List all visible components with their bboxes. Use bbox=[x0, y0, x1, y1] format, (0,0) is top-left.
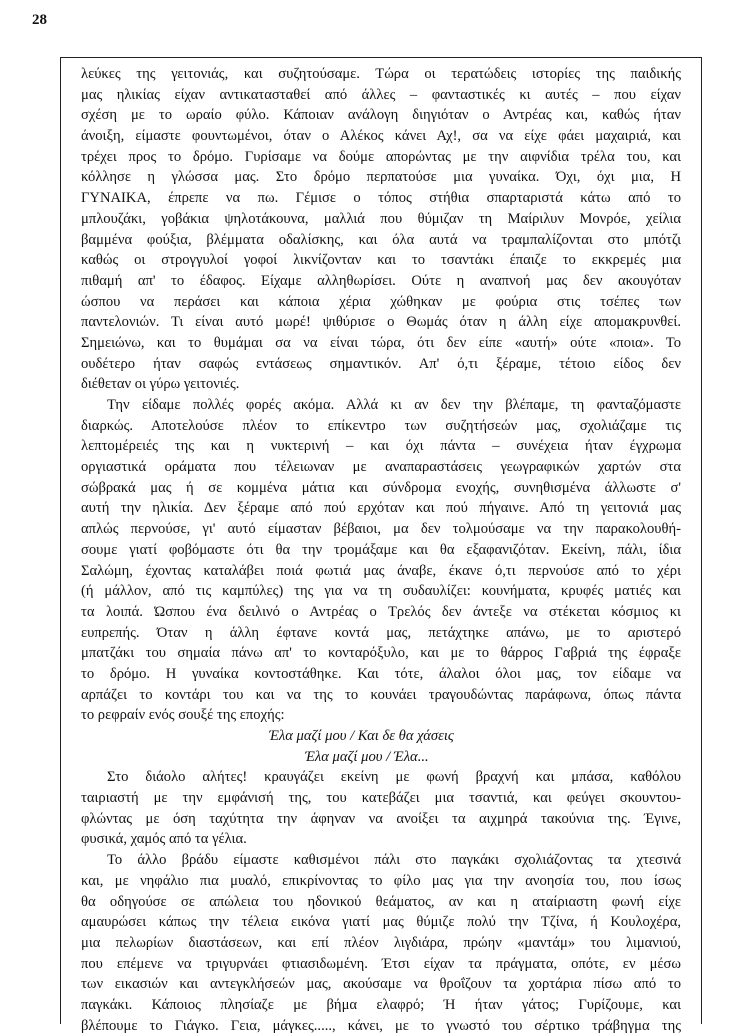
page-number: 28 bbox=[32, 12, 47, 28]
text-line: αυτή την ηλικία. Δεν ξέραμε από πού ερχόταν και πού πήγαινε. Από τη γειτονιά μας bbox=[81, 500, 681, 517]
text-line: μπλουζάκι, γοβάκια ψηλοτάκουνα, μαλλιά που θύμιζαν τη Μαίριλυν Μονρόε, χείλια bbox=[81, 210, 681, 227]
text-line: Στο διάολο αλήτες! κραυγάζει εκείνη με φωνή βραχνή και μπάσα, καθόλου bbox=[107, 769, 681, 786]
text-line: οργιαστικά οράματα που τέλειωναν με αναπαραστάσεις γεωγραφικών χαρτών στα bbox=[81, 459, 681, 476]
text-line: κόλλησε η γλώσσα μας. Στο δρόμο περπατούσε μια γυναίκα. Όχι, όχι μια, Η bbox=[81, 169, 681, 186]
text-line: αμαυρώσει κάπως την τέλεια εικόνα γιατί μας θύμιζε πολύ την Τζίνα, ή Κουλοχέρα, bbox=[81, 914, 681, 931]
text-line: Σαλώμη, έχοντας καταλάβει ποιά φωτιά μας άναβε, έκανε ό,τι περνούσε από το χέρι bbox=[81, 562, 681, 579]
text-line: σχέση με το ωραίο φύλο. Κάποιαν ανάλογη διηγιόταν ο Αντρέας και, καθώς ήταν bbox=[81, 107, 681, 124]
text-line: μια πελωρίων διαστάσεων, και επί πλέον λιγδιάρα, πρώην «μαντάμ» του λιμανιού, bbox=[81, 934, 681, 951]
text-line: σώβρακά μας ή σε κομμένα μάτια και σύνδρομα ενοχής, συνηθισμένα άλλωστε σ' bbox=[81, 479, 681, 496]
text-line: (ή μάλλον, από τις καμπύλες) της για να τη συδαυλίζει: κουνήματα, κρυφές ματιές και bbox=[81, 583, 681, 600]
text-line: τρέχει προς το δρόμο. Γυρίσαμε να δούμε απορώντας με την αιφνίδια τρέλα του, και bbox=[81, 148, 681, 165]
text-line: των εικασιών και αντεγκλήσεών μας, ακούσαμε να θροΐζουν τα χορτάρια πίσω από το bbox=[81, 976, 681, 993]
text-line: φλώντας με όση ταχύτητα την άφηναν να ανοίξει τα αιχμηρά τακούνια της. Έγινε, bbox=[81, 810, 681, 827]
text-line: μας ηλικίας είχαν αντικατασταθεί από άλλες – φανταστικές κι αυτές – που είχαν bbox=[81, 86, 681, 103]
text-line: λεύκες της γειτονιάς, και συζητούσαμε. Τώρα οι τερατώδεις ιστορίες της παιδικής bbox=[81, 66, 681, 82]
text-line: σουμε γιατί φοβόμαστε ότι θα την τρομάξαμε και θα εξαφανιζόταν. Εκείνη, πάλι, ίδια bbox=[81, 541, 681, 558]
text-line: ώσπου να περάσει και κάποια χέρια χώθηκαν με φούρια στις τσέπες των bbox=[81, 293, 681, 310]
text-line: πιθαμή απ' το έδαφος. Είχαμε αλληθωρίσει. Ούτε η αναπνοή μας δεν ακουγόταν bbox=[81, 272, 681, 289]
text-line: που επέμενε να τριγυρνάει φτιασιδωμένη. Έτσι είχαν τα πράγματα, οπότε, εν μέσω bbox=[81, 955, 681, 972]
text-line: τα λοιπά. Ώσπου ένα δειλινό ο Αντρέας ο Τρελός δεν άντεξε να στέκεται κόσμιος κι bbox=[81, 603, 681, 620]
text-line: Σημειώνω, και το θυμάμαι σα να είναι τώρα, ότι δεν είπε «αυτή» ούτε «ποια». Το bbox=[81, 334, 681, 351]
text-line: ευπρεπής. Όταν η άλλη έφτανε κοντά μας, πετάχτηκε απάνω, με το αριστερό bbox=[81, 624, 681, 641]
text-line: αρπάζει το κοντάρι του και να της το κουνάει τραγουδώντας παράφωνα, όπως πάντα bbox=[81, 686, 681, 703]
text-line: λεπτομέρειές της και η νυκτερινή – και όχι πάντα – συνέχεια ήταν έγχρωμα bbox=[81, 438, 681, 455]
text-line: βαμμένα φούξια, βλέμματα οδαλίσκης, και όλα αυτά να τραμπαλίζονται στο μπότζι bbox=[81, 231, 681, 248]
document-body bbox=[81, 64, 681, 1036]
text-line: μπατζάκι του σημαία πάνω απ' το κονταρόξυλο, και με το θάρρος Γαβριά της έφραξε bbox=[81, 645, 681, 662]
text-line: διέθεταν οι γύρω γειτονιές. bbox=[81, 376, 240, 393]
text-line: και, με νηφάλιο πια μυαλό, επικρίνοντας το φίλο μας για την ανοησία του, που ίσως bbox=[81, 872, 681, 889]
text-line: παγκάκι. Κάποιος πλησίαζε με βήμα ελαφρό; Ή ήταν γάτος; Γυρίζουμε, και bbox=[81, 996, 681, 1013]
text-line: ταιριαστή με την εμφάνισή της, του κατεβάζει μια τσαντιά, και φεύγει σκουντου- bbox=[81, 790, 681, 807]
text-line: απλώς περνούσε, γι' αυτό είμασταν βέβαιοι, μα δεν τολμούσαμε να την παρακολουθή- bbox=[81, 521, 681, 538]
verse-line: Έλα μαζί μου / Και δε θα χάσεις bbox=[269, 728, 454, 744]
text-line: ουδέτερο ήταν σαφώς εντάσεως σημαντικόν. Απ' ό,τι ξέραμε, τέτοιο είδος δεν bbox=[81, 355, 681, 372]
text-line: διαρκώς. Αποτελούσε πλέον το επίκεντρο των συζητήσεών μας, σχολιάζαμε τις bbox=[81, 417, 681, 434]
text-line: ΓΥΝΑΙΚΑ, έπρεπε να πω. Γέμισε ο τόπος στήθια σπαρταριστά κάτω από το bbox=[81, 190, 681, 207]
text-line: καθώς οι στρογγυλοί γοφοί λικνίζονταν και το τσαντάκι έπαιζε το εκκρεμές μια bbox=[81, 252, 681, 269]
text-line: παντελονιών. Τι είναι αυτό μωρέ! ψιθύρισε ο Θωμάς όταν η άλλη είχε απομακρυνθεί. bbox=[81, 314, 681, 331]
text-line: Το άλλο βράδυ είμαστε καθισμένοι πάλι στο παγκάκι σχολιάζοντας τα χτεσινά bbox=[107, 852, 681, 869]
text-line: το δρόμο. Η γυναίκα κοντοστάθηκε. Και τότε, άλαλοι όλοι μας, τον είδαμε να bbox=[81, 665, 681, 682]
text-line: Την είδαμε πολλές φορές ακόμα. Αλλά κι αν δεν την βλέπαμε, τη φανταζόμαστε bbox=[107, 397, 681, 413]
verse-line: Έλα μαζί μου / Έλα... bbox=[305, 748, 429, 765]
text-line: θα οδηγούσε σε απώλεια του ηδονικού θεάματος, αν και η αταίριαστη φωνή είχε bbox=[81, 893, 681, 910]
text-line: άνοιξη, είμαστε φουντωμένοι, όταν ο Αλέκος κάνει Αχ!, σα να είχε φάει μαχαιριά, και bbox=[81, 128, 681, 145]
text-line: βλέπουμε το Γιάγκο. Γεια, μάγκες....., κάνει, με το γνωστό του σέρτικο τράβηγμα της bbox=[81, 1017, 681, 1034]
text-line: το ρεφραίν ενός σουξέ της εποχής: bbox=[81, 707, 285, 724]
text-line: φυσικά, χαμός από τα γέλια. bbox=[81, 831, 247, 848]
